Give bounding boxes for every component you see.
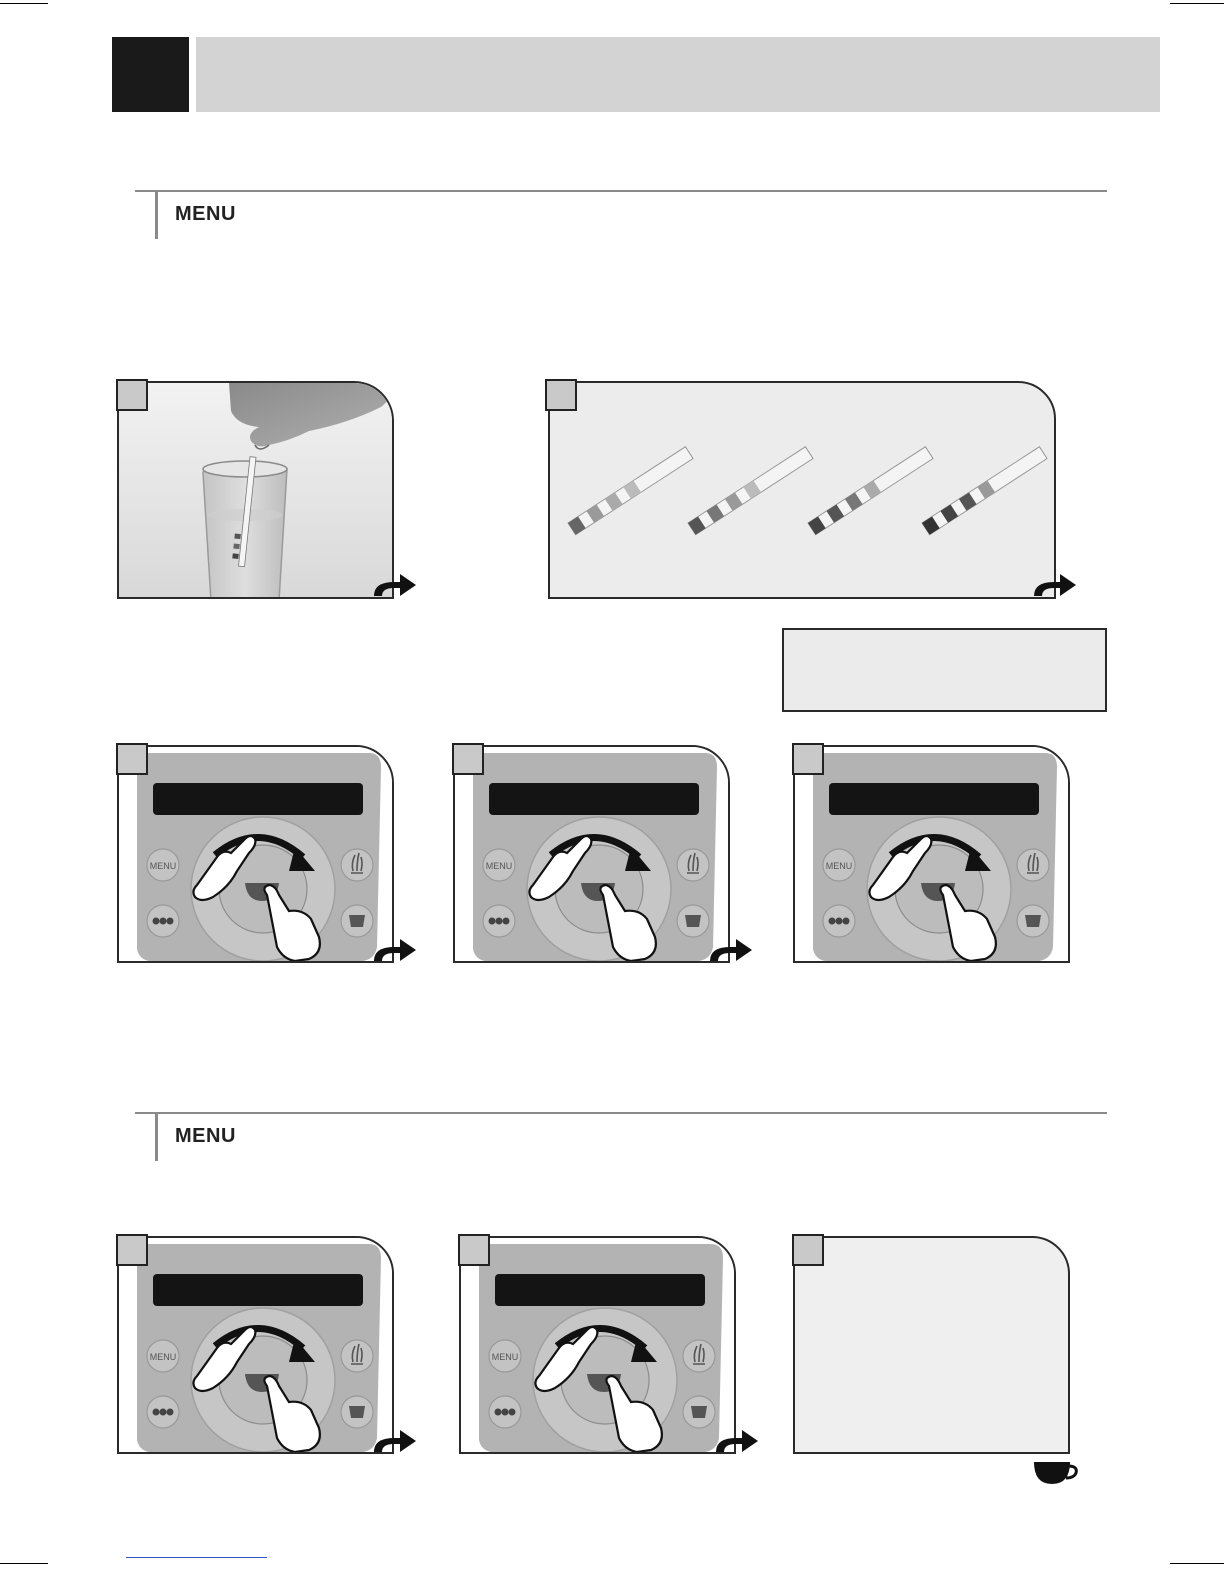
next-step-arrow-icon	[372, 933, 418, 963]
display-message-box	[782, 628, 1107, 712]
menu-button-label: MENU	[825, 861, 853, 871]
step-panel-test-strip-in-glass	[117, 381, 394, 599]
menu-button-label: MENU	[149, 1352, 177, 1362]
control-panel-illustration	[119, 1238, 394, 1454]
footer-link-underline	[126, 1557, 267, 1558]
crop-mark	[0, 1563, 48, 1564]
crop-mark	[1170, 1563, 1224, 1564]
next-step-arrow-icon	[372, 1424, 418, 1454]
control-panel-illustration	[119, 747, 394, 963]
section-tab	[155, 192, 158, 239]
control-panel-illustration	[795, 747, 1070, 963]
menu-button-label: MENU	[149, 861, 177, 871]
chapter-title-band	[196, 37, 1160, 112]
step-number-box	[116, 1234, 148, 1266]
control-panel-illustration	[461, 1238, 736, 1454]
next-step-arrow-icon	[714, 1424, 760, 1454]
next-step-arrow-icon	[1032, 568, 1078, 598]
step-panel-control-knob	[459, 1236, 736, 1454]
step-panel-control-knob	[117, 745, 394, 963]
step-panel-control-knob	[117, 1236, 394, 1454]
step-number-box	[452, 743, 484, 775]
step-panel-test-strips-compare	[548, 381, 1056, 599]
step-number-box	[116, 743, 148, 775]
chapter-number-block	[112, 37, 189, 112]
menu-button-label: MENU	[491, 1352, 519, 1362]
step-panel-control-knob	[453, 745, 730, 963]
step-panel-display-message	[793, 1236, 1070, 1454]
step-panel-control-knob	[793, 745, 1070, 963]
crop-mark	[0, 3, 48, 4]
coffee-cup-icon	[1032, 1456, 1080, 1488]
section-heading: MENU	[175, 203, 236, 225]
crop-mark	[1170, 3, 1224, 4]
step-number-box	[545, 379, 577, 411]
control-panel-illustration	[455, 747, 730, 963]
next-step-arrow-icon	[372, 568, 418, 598]
next-step-arrow-icon	[708, 933, 754, 963]
section-tab	[155, 1114, 158, 1161]
test-strip-in-glass-illustration	[119, 383, 394, 599]
step-number-box	[792, 1234, 824, 1266]
menu-button-label: MENU	[485, 861, 513, 871]
section-rule	[135, 190, 1107, 192]
test-strips-illustration	[550, 383, 1056, 599]
section-heading: MENU	[175, 1125, 236, 1147]
step-number-box	[458, 1234, 490, 1266]
step-number-box	[792, 743, 824, 775]
step-number-box	[116, 379, 148, 411]
section-rule	[135, 1112, 1107, 1114]
